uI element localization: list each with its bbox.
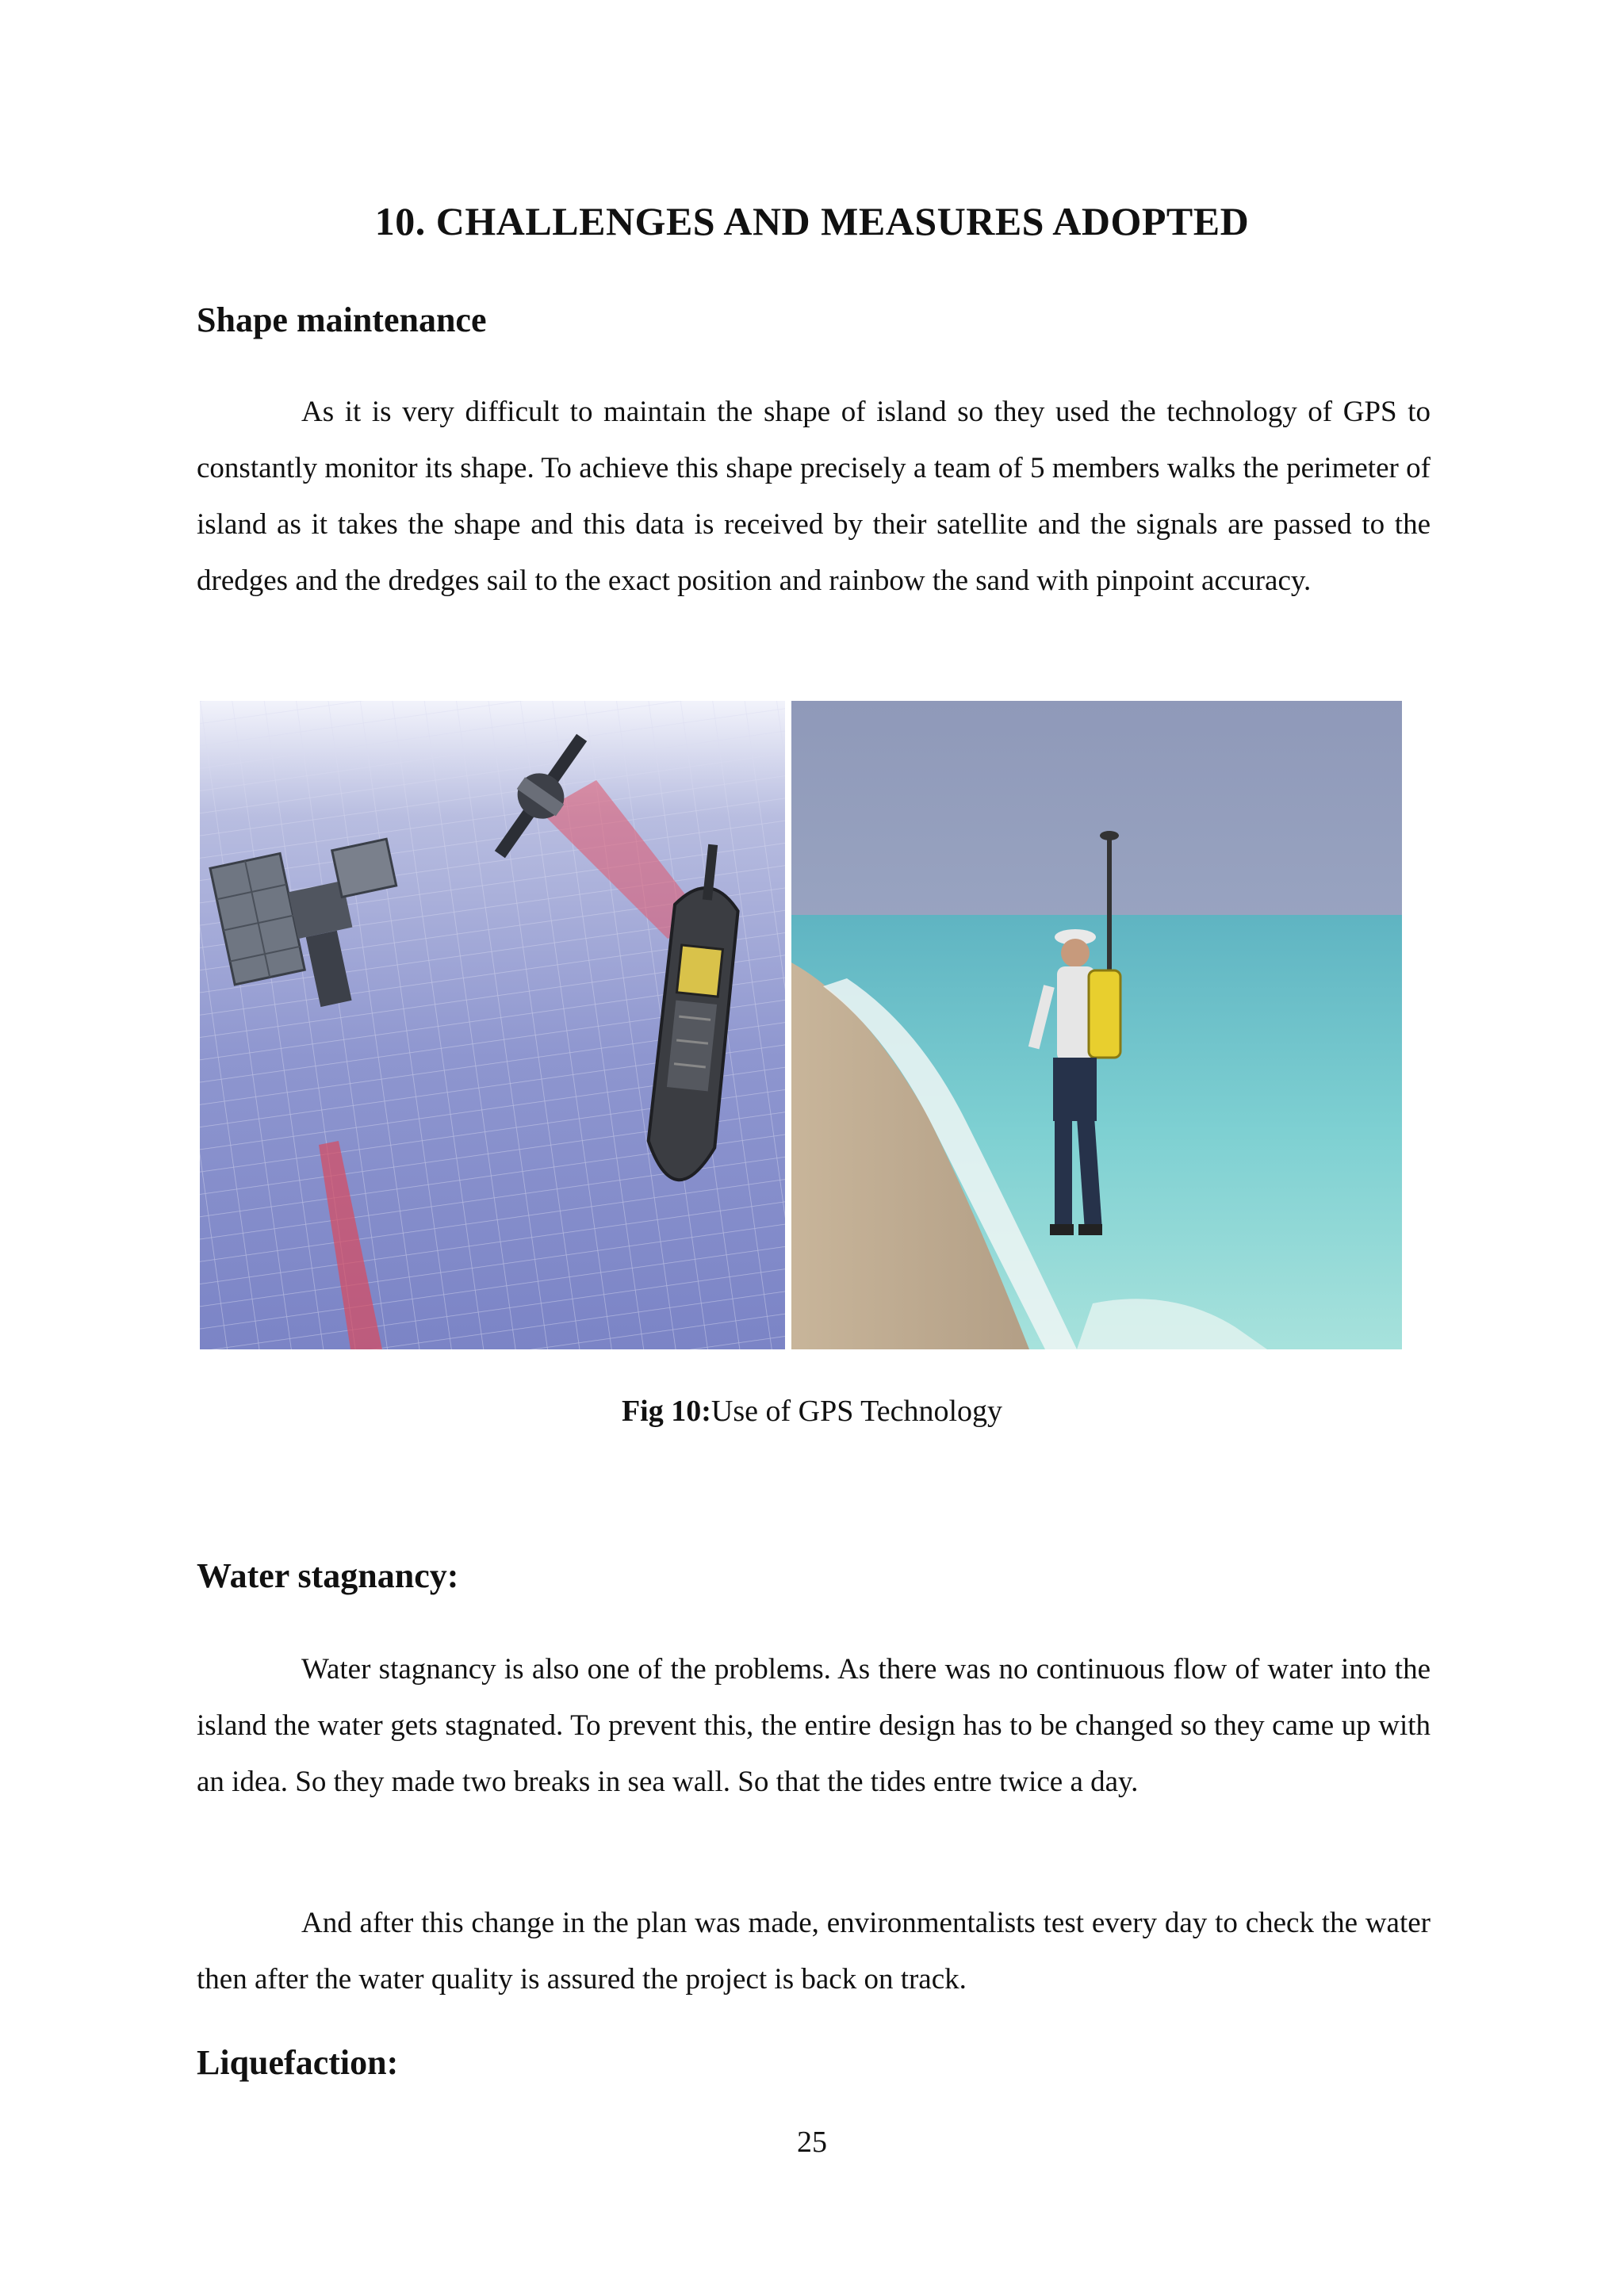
section-heading-shape-maintenance: Shape maintenance: [197, 300, 487, 339]
chapter-title: 10. CHALLENGES AND MEASURES ADOPTED: [374, 199, 1250, 243]
paragraph-water-stagnancy-2: And after this change in the plan was made, environmentalists test every day to check the water then after the water quality is assured the project is back on track.: [197, 1907, 1431, 1996]
satellite-dredger-image: [200, 701, 785, 1349]
page-number: 25: [797, 2126, 827, 2159]
figure-caption: [0, 1394, 1624, 1429]
figure-caption-label: Fig 10:: [621, 1395, 711, 1428]
section-heading-water-stagnancy: Water stagnancy:: [197, 1556, 459, 1595]
paragraph-water-stagnancy-1: Water stagnancy is also one of the problems. As there was no continuous flow of water into the island the water gets stagnated. To prevent this, the entire design has to be changed so they came up with an idea. So they made two breaks in sea wall. So that the tides entre twice a day.: [197, 1653, 1431, 1798]
section-heading-liquefaction: Liquefaction:: [197, 2043, 399, 2082]
figure-gps-technology: [200, 701, 1402, 1349]
surveyor-beach-image: [791, 701, 1402, 1349]
figure-caption-text: Use of GPS Technology: [710, 1395, 1003, 1428]
paragraph-shape-maintenance: As it is very difficult to maintain the shape of island so they used the technology of GPS to constantly monitor its shape. To achieve this shape precisely a team of 5 members walks the perimeter of island as it takes the shape and this data is received by their satellite and the signals are passed to the dredges and the dredges sail to the exact position and rainbow the sand with pinpoint accuracy.: [197, 396, 1431, 597]
